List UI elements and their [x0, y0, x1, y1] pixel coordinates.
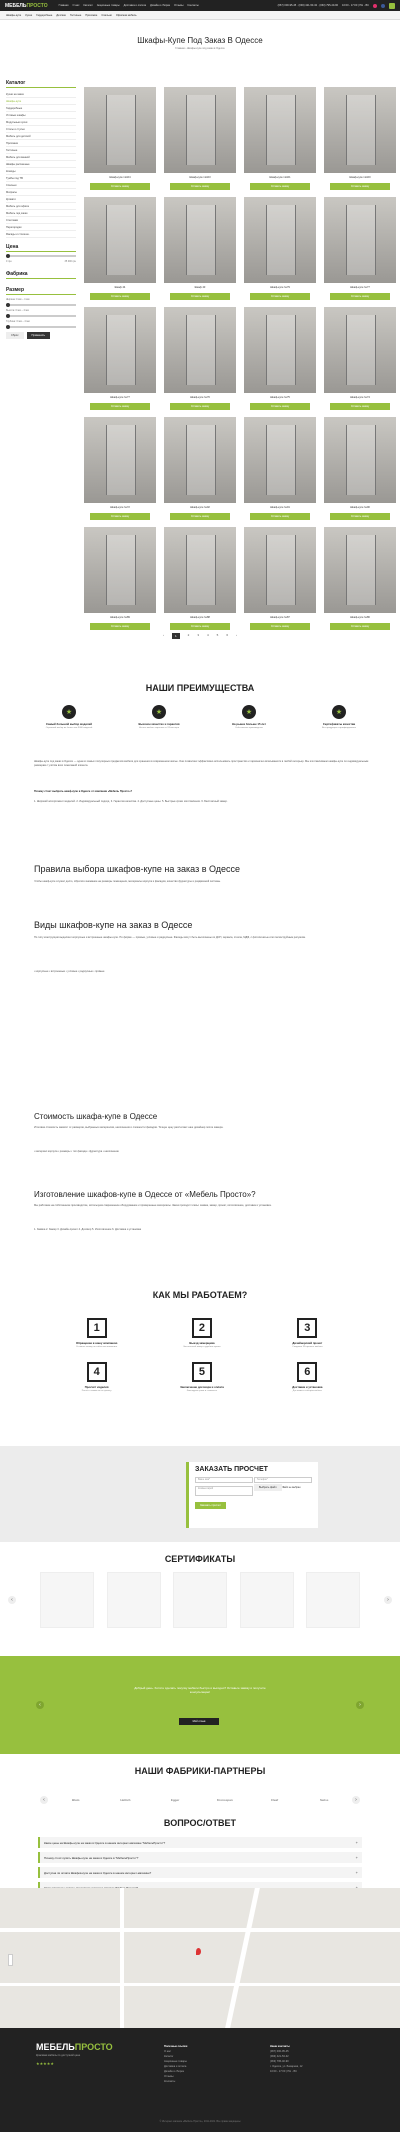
product-card[interactable] [164, 197, 236, 301]
advantage-icon: ★ [152, 705, 166, 719]
product-grid [84, 87, 394, 631]
page-link[interactable]: 2 [187, 633, 190, 637]
partners-title: НАШИ ФАБРИКИ-ПАРТНЕРЫ [134, 1766, 266, 1776]
footer-link[interactable]: Доставка и оплата [164, 2065, 187, 2068]
product-name[interactable]: Шкаф-купе №87 [270, 616, 290, 619]
step-desc: Фиксируем сроки и стоимость [186, 1390, 218, 1392]
step-desc: Доставим и соберём мебель [292, 1390, 322, 1392]
phone-field[interactable]: Телефон* [254, 1477, 312, 1483]
certificates-title: СЕРТИФИКАТЫ [164, 1554, 236, 1564]
order-form [186, 1462, 318, 1528]
cart-icon[interactable] [389, 3, 395, 9]
order-button[interactable]: Оставить заявку [90, 183, 150, 190]
sidebar-item[interactable]: Шкафы-купе [6, 98, 76, 105]
product-image[interactable] [84, 197, 156, 283]
sidebar-item[interactable]: Угловые шкафы [6, 112, 76, 119]
advantage-title: Сертификаты качества [322, 722, 356, 726]
sidebar-item[interactable]: Шкафы распашные [6, 161, 76, 168]
product-image[interactable] [164, 527, 236, 613]
footer-link[interactable]: Дизайн и сборка [164, 2070, 184, 2073]
reviews-banner [0, 1656, 400, 1754]
product-name[interactable]: Шкаф-купе №90 [350, 506, 370, 509]
order-button[interactable]: Оставить заявку [250, 513, 310, 520]
sidebar-item[interactable]: Комоды [6, 168, 76, 175]
review-next-icon[interactable]: › [356, 1701, 364, 1709]
advantages-title: НАШИ ПРЕИМУЩЕСТВА [145, 683, 255, 693]
product-image[interactable] [84, 527, 156, 613]
product-card[interactable] [324, 417, 396, 521]
partner-logo[interactable]: Cleaf [270, 1798, 279, 1802]
footer-logo[interactable]: МЕБЕЛЬПРОСТО [36, 2042, 113, 2052]
order-button[interactable]: Оставить заявку [330, 513, 390, 520]
sidebar-item[interactable]: Мебель для детской [6, 133, 76, 140]
product-image[interactable] [84, 307, 156, 393]
fabric-heading: Фабрика [6, 271, 76, 279]
product-name[interactable]: Шкаф-купе №77 [110, 396, 130, 399]
step-item [149, 1318, 254, 1348]
step-title: Выезд замерщика [189, 1341, 215, 1345]
order-button[interactable]: Оставить заявку [90, 293, 150, 300]
sidebar-item[interactable]: Матрасы [6, 189, 76, 196]
page-link[interactable]: ‹ [162, 633, 164, 637]
product-image[interactable] [324, 307, 396, 393]
breadcrumb[interactable]: Главная › Шкафы-купе под заказ в Одессе [175, 47, 225, 50]
price-from: 0 грн [6, 260, 12, 263]
sidebar-item[interactable]: Стеллажи [6, 217, 76, 224]
step-title: Доставка и установка [292, 1385, 323, 1389]
expand-icon[interactable]: + [355, 1840, 358, 1845]
sidebar-item[interactable]: Фасады и столешн. [6, 231, 76, 238]
step-item [149, 1362, 254, 1392]
faq-item[interactable] [38, 1867, 362, 1878]
step-desc: Расчёт стоимости по проекту [81, 1390, 112, 1392]
rating-stars-icon: ★★★★★ [36, 2061, 54, 2066]
sidebar-item[interactable]: Мебель для офиса [6, 203, 76, 210]
advantage-title: Высокое качество и гарантия [138, 722, 180, 726]
make-paragraph: Мы работаем на собственном производстве, используем современное оборудование и проверенные материалы. Заказ проходит этапы: заявка, замер, проект, изготовление, доставка и установка. [34, 1204, 272, 1207]
product-card[interactable] [244, 197, 316, 301]
name-field[interactable]: Ваше имя* [195, 1477, 253, 1483]
top-nav-item[interactable]: Каталог [83, 4, 93, 7]
product-image[interactable] [164, 307, 236, 393]
faq-question[interactable]: Доступна ли оплата Шкафов-купе на заказ в Одессе в нашем интернет-магазине? [44, 1870, 152, 1875]
page-link[interactable]: › [236, 633, 238, 637]
work-hours: 10:00 - 17:00 | ПН - ВС [342, 4, 369, 7]
product-name[interactable]: Шкаф-купе №76 [190, 396, 210, 399]
advantage-title: Самый большой выбор моделей [45, 722, 93, 726]
advantage-title: На рынке больше 15 лет [232, 722, 266, 726]
step-desc: Создание 3D-проекта мебели [292, 1346, 323, 1348]
page-link[interactable]: 6 [226, 633, 229, 637]
form-title: ЗАКАЗАТЬ ПРОСЧЕТ [195, 1466, 268, 1473]
types-list: • корпусные • встроенные • угловые • радиусные • прямые [34, 970, 105, 973]
footer-contact[interactable]: (093) 421-53-32 [270, 2055, 289, 2058]
order-button[interactable]: Оставить заявку [250, 183, 310, 190]
step-title: Обращение в нашу компанию [75, 1341, 118, 1345]
seo-paragraph: Шкафы-купе под заказ в Одессе — одна из самых популярных предметов мебели для хранения в современном жилье. Они позволяют эффективно использовать пространство и гармонично вписываются в любой интерьер. Мы изготавливаем шкафы-купе по индивидуальным размерам с учётом всех пожеланий клиента. [34, 760, 369, 767]
product-image[interactable] [244, 307, 316, 393]
top-nav-item[interactable]: Дизайн и сборка [150, 4, 170, 7]
faq-item[interactable] [38, 1852, 362, 1863]
top-nav-item[interactable]: Контакты [187, 4, 199, 7]
price-to: 35 000 грн [64, 260, 76, 263]
order-button[interactable]: Оставить заявку [330, 403, 390, 410]
product-name[interactable]: Шкаф-купе №77 [350, 286, 370, 289]
facebook-icon[interactable] [381, 4, 385, 8]
product-image[interactable] [324, 527, 396, 613]
order-button[interactable]: Оставить заявку [250, 403, 310, 410]
footer [0, 2028, 400, 2132]
product-name[interactable]: Шкаф-купе №104 [109, 176, 131, 179]
expand-icon[interactable]: + [355, 1855, 358, 1860]
step-desc: Оставьте заявку на сайте или позвоните [76, 1346, 118, 1348]
copyright: © Интернет-магазин «Мебель Просто», 2011-2021. Все права защищены [159, 2120, 241, 2123]
order-button[interactable]: Оставить заявку [90, 623, 150, 630]
product-card[interactable] [84, 197, 156, 301]
page-link[interactable]: 1 [172, 633, 180, 639]
size-slider[interactable] [6, 304, 76, 306]
product-name[interactable]: Шкаф-купе №79 [270, 286, 290, 289]
seo-list: 1. Широкий ассортимент моделей. 2. Индивидуальный подход. 3. Гарантия качества. 4. Доступные цены. 5. Быстрые сроки изготовления. 6. Бесплатный замер. [34, 800, 228, 803]
size-slider[interactable] [6, 315, 76, 317]
product-card[interactable] [324, 87, 396, 191]
footer-contact[interactable]: г. Одесса, ул. Базарная, 12 [270, 2065, 303, 2068]
step-title: Просчёт изделия [84, 1385, 109, 1389]
product-card[interactable] [84, 87, 156, 191]
step-title: Заключение договора и оплата [180, 1385, 224, 1389]
certs-next-icon[interactable]: › [384, 1596, 392, 1604]
product-card[interactable] [244, 307, 316, 411]
footer-contact[interactable]: (063) 795-40-90 [270, 2060, 289, 2063]
certificate-image[interactable] [40, 1572, 94, 1628]
top-nav [59, 4, 199, 7]
step-number: 2 [192, 1318, 212, 1338]
sidebar-item[interactable]: Прихожие [6, 140, 76, 147]
comment-field[interactable]: Комментарий [195, 1486, 253, 1496]
product-image[interactable] [164, 417, 236, 503]
file-button[interactable]: Выбрать файл [254, 1484, 282, 1491]
step-item [255, 1318, 360, 1348]
sidebar-item[interactable]: Кровати [6, 196, 76, 203]
main-nav-item[interactable]: Кухни [25, 13, 33, 17]
map-zoom-control[interactable] [8, 1954, 13, 1966]
sidebar-item[interactable]: Мебель для ванной [6, 154, 76, 161]
advantage-icon: ★ [242, 705, 256, 719]
step-number: 5 [192, 1362, 212, 1382]
review-prev-icon[interactable]: ‹ [36, 1701, 44, 1709]
file-status: Файл не выбран [282, 1486, 301, 1489]
advantage-item [34, 705, 104, 729]
product-image[interactable] [164, 87, 236, 173]
product-name[interactable]: Шкаф-купе №89 [110, 616, 130, 619]
step-number: 1 [87, 1318, 107, 1338]
product-name[interactable]: Шкаф 43 [194, 286, 206, 289]
top-nav-item[interactable]: Отзывы [173, 4, 184, 7]
sidebar-item[interactable]: Модульные кухни [6, 119, 76, 126]
main-nav [0, 11, 400, 20]
size-label: Высота: 0 мм – 4 мм [6, 309, 29, 312]
step-desc: Бесплатный замер в удобное время [183, 1346, 221, 1348]
top-nav-item[interactable]: Акционные товары [96, 4, 120, 7]
review-button[interactable]: Мой отзыв [179, 1718, 219, 1725]
certificate-image[interactable] [240, 1572, 294, 1628]
faq-question[interactable]: Какие цены на Шкафы-купе на заказ в Одессе в нашем интернет-магазине "МебельПросто"? [44, 1840, 166, 1845]
product-name[interactable]: Шкаф-купе №75 [270, 396, 290, 399]
certificate-image[interactable] [306, 1572, 360, 1628]
main-nav-item[interactable]: Шкафы-купе [6, 13, 22, 17]
product-image[interactable] [324, 87, 396, 173]
price-list: • материал корпуса • размеры • тип фасада • фурнитура • наполнение [34, 1150, 119, 1153]
advantage-desc: Вся продукция сертифицирована [322, 727, 356, 729]
product-card[interactable] [324, 197, 396, 301]
steps-title: КАК МЫ РАБОТАЕМ? [152, 1290, 248, 1300]
sidebar-item[interactable]: Кухни на заказ [6, 91, 76, 98]
advantage-item [214, 705, 284, 729]
footer-link[interactable]: Акционные товары [164, 2060, 187, 2063]
order-button[interactable]: Оставить заявку [170, 403, 230, 410]
catalog-heading: Каталог [6, 80, 76, 88]
order-button[interactable]: Оставить заявку [250, 293, 310, 300]
certificates-carousel [40, 1572, 360, 1628]
apply-button[interactable]: Применить [27, 332, 50, 339]
faq-question[interactable]: Почему стоит купить Шкафы-купе на заказ в Одессе в "МебельПросто"? [44, 1855, 139, 1860]
step-number: 3 [297, 1318, 317, 1338]
product-name[interactable]: Шкаф-купе №100 [349, 176, 371, 179]
order-button[interactable]: Оставить заявку [170, 623, 230, 630]
phones[interactable]: (067) 000-95-45 · (093) 421-53-32 · (063) 795-40-90 [277, 4, 339, 7]
advantage-item [124, 705, 194, 729]
faq-title: ВОПРОС/ОТВЕТ [163, 1818, 237, 1828]
price-slider[interactable] [6, 255, 76, 257]
order-button[interactable]: Оставить заявку [170, 293, 230, 300]
partner-logo[interactable]: Hettich [120, 1798, 131, 1802]
product-card[interactable] [164, 527, 236, 631]
certs-prev-icon[interactable]: ‹ [8, 1596, 16, 1604]
product-image[interactable] [84, 417, 156, 503]
order-button[interactable]: Оставить заявку [90, 513, 150, 520]
product-card[interactable] [324, 307, 396, 411]
order-button[interactable]: Оставить заявку [330, 183, 390, 190]
main-nav-item[interactable]: Гардеробные [36, 13, 53, 17]
main-nav-item[interactable]: Гостиные [69, 13, 82, 17]
footer-links [164, 2044, 187, 2084]
submit-button[interactable]: Заказать просчет [195, 1502, 226, 1509]
partners-next-icon[interactable]: › [352, 1796, 360, 1804]
footer-link[interactable]: Контакты [164, 2080, 176, 2083]
product-image[interactable] [244, 87, 316, 173]
page-link[interactable]: 4 [207, 633, 209, 637]
advantage-desc: На всю мебель гарантия от 24 месяцев [138, 727, 180, 729]
step-item [44, 1318, 149, 1348]
order-form-section [0, 1446, 400, 1542]
product-image[interactable] [324, 197, 396, 283]
page-link[interactable]: 3 [197, 633, 199, 637]
advantage-icon: ★ [62, 705, 76, 719]
faq-item[interactable] [38, 1837, 362, 1848]
sidebar-item[interactable]: Спальни [6, 182, 76, 189]
order-button[interactable]: Оставить заявку [170, 183, 230, 190]
price-heading: Цена [6, 244, 76, 252]
choice-paragraph: Чтобы шкаф-купе служил долго, обратите внимание на размеры помещения, материалы корпуса и фасадов, качество фурнитуры и раздвижной системы. [34, 880, 221, 883]
price-paragraph: Итоговая стоимость зависит от размеров, выбранных материалов, наполнения и сложности фасадов. Точную цену рассчитает наш дизайнер после замера. [34, 1126, 224, 1129]
partners-carousel [40, 1787, 360, 1813]
expand-icon[interactable]: + [355, 1870, 358, 1875]
footer-link[interactable]: О нас [164, 2050, 171, 2053]
footer-contacts-heading: Наши контакты [270, 2045, 290, 2048]
sidebar-item[interactable]: Мебель под заказ [6, 210, 76, 217]
product-card[interactable] [164, 87, 236, 191]
page-link[interactable]: 5 [216, 633, 219, 637]
heading-types: Виды шкафов-купе на заказ в Одессе [34, 920, 193, 930]
product-name[interactable]: Шкаф-купе №74 [350, 396, 370, 399]
product-card[interactable] [84, 307, 156, 411]
size-label: Ширина: 0 мм – 4 мм [6, 298, 30, 301]
product-name[interactable]: Шкаф-купе №103 [189, 176, 211, 179]
file-row [254, 1484, 301, 1491]
product-name[interactable]: Шкаф-купе №91 [270, 506, 290, 509]
order-button[interactable]: Оставить заявку [170, 513, 230, 520]
map-pin-icon [196, 1948, 201, 1955]
size-label: Глубина: 0 мм – 4 мм [6, 320, 30, 323]
product-card[interactable] [244, 87, 316, 191]
advantage-item [304, 705, 374, 729]
location-map[interactable] [0, 1888, 400, 2028]
partners-prev-icon[interactable]: ‹ [40, 1796, 48, 1804]
certificate-image[interactable] [107, 1572, 161, 1628]
page-title: Шкафы-Купе Под Заказ В Одессе [137, 36, 263, 45]
main-nav-item[interactable]: Детские [56, 13, 66, 17]
step-title: Дизайнерский проект [292, 1341, 323, 1345]
reset-button[interactable]: Сброс [6, 332, 24, 339]
top-nav-item[interactable]: Доставка и оплата [123, 4, 147, 7]
footer-tagline: Красивая мебель по доступной цене [36, 2054, 81, 2057]
order-button[interactable]: Оставить заявку [90, 403, 150, 410]
product-card[interactable] [164, 417, 236, 521]
product-image[interactable] [244, 197, 316, 283]
footer-contact[interactable]: 10:00 - 17:00 | ПН - ВС [270, 2070, 297, 2073]
product-card[interactable] [84, 417, 156, 521]
heading-choice: Правила выбора шкафов-купе на заказ в Одессе [34, 864, 241, 874]
review-text: Добрый день. Хотите сделать покупку мебели быстро и выгодно? Оставьте заявку и получите консультацию! [134, 1686, 266, 1694]
footer-links-heading: Полезные ссылки [164, 2045, 188, 2048]
product-card[interactable] [84, 527, 156, 631]
advantages-list [34, 705, 374, 729]
step-number: 6 [297, 1362, 317, 1382]
advantage-icon: ★ [332, 705, 346, 719]
product-image[interactable] [324, 417, 396, 503]
size-heading: Размер [6, 287, 76, 295]
certificate-image[interactable] [173, 1572, 227, 1628]
product-card[interactable] [164, 307, 236, 411]
site-logo[interactable]: МЕБЕЛЬПРОСТО [5, 2, 48, 9]
partner-logo[interactable]: Blum [71, 1798, 80, 1802]
product-image[interactable] [84, 87, 156, 173]
top-nav-item[interactable]: О нас [72, 4, 80, 7]
order-button[interactable]: Оставить заявку [250, 623, 310, 630]
product-name[interactable]: Шкаф 44 [114, 286, 126, 289]
sidebar-item[interactable]: Гостиные [6, 147, 76, 154]
product-card[interactable] [324, 527, 396, 631]
order-button[interactable]: Оставить заявку [330, 623, 390, 630]
sidebar-item[interactable]: Тумбы под ТВ [6, 175, 76, 182]
product-image[interactable] [244, 417, 316, 503]
product-name[interactable]: Шкаф-купе №101 [269, 176, 291, 179]
product-image[interactable] [164, 197, 236, 283]
advantage-desc: Огромный выбор из более чем 3000 моделей [45, 727, 93, 729]
steps-list [44, 1318, 360, 1392]
step-number: 4 [87, 1362, 107, 1382]
heading-make: Изготовление шкафов-купе в Одессе от «Мебель Просто»? [34, 1190, 256, 1199]
sidebar-item[interactable]: Столы и стулья [6, 126, 76, 133]
seo-question: Почему стоит выбрать шкаф-купе в Одессе от компании «Мебель Просто»? [34, 790, 133, 793]
instagram-icon[interactable] [373, 4, 377, 8]
product-name[interactable]: Шкаф-купе №92 [190, 506, 210, 509]
footer-contacts [270, 2044, 302, 2074]
advantage-desc: Собственное производство [235, 727, 263, 729]
footer-contact[interactable]: (067) 000-95-45 [270, 2050, 289, 2053]
footer-link[interactable]: Отзывы [164, 2075, 174, 2078]
top-nav-item[interactable]: Главная [58, 4, 69, 7]
partner-logo[interactable]: Kronospan [216, 1798, 233, 1802]
step-item [44, 1362, 149, 1392]
product-name[interactable]: Шкаф-купе №86 [350, 616, 370, 619]
order-button[interactable]: Оставить заявку [330, 293, 390, 300]
heading-price: Стоимость шкафа-купе в Одессе [34, 1112, 158, 1121]
product-name[interactable]: Шкаф-купе №88 [190, 616, 210, 619]
size-slider[interactable] [6, 326, 76, 328]
product-card[interactable] [244, 527, 316, 631]
pagination [0, 633, 400, 639]
top-contacts [278, 3, 395, 9]
product-card[interactable] [244, 417, 316, 521]
sidebar-item[interactable]: Гардеробные [6, 105, 76, 112]
main-nav-item[interactable]: Офисная мебель [115, 13, 137, 17]
filter-sidebar [6, 80, 76, 339]
footer-link[interactable]: Каталог [164, 2055, 174, 2058]
top-bar [0, 0, 400, 11]
main-nav-item[interactable]: Спальни [101, 13, 112, 17]
partner-logo[interactable]: Swiss [319, 1798, 329, 1802]
step-item [255, 1362, 360, 1392]
types-paragraph: По типу конструкции выделяют корпусные и встроенные шкафы-купе. По форме — прямые, угловые и радиусные. Фасады могут быть выполнены из ДСП, зеркала, стекла, МДФ, с фотопечатью или пескоструйным рисунком. [34, 936, 306, 939]
product-image[interactable] [244, 527, 316, 613]
main-nav-item[interactable]: Прихожие [85, 13, 98, 17]
sidebar-item[interactable]: Перегородки [6, 224, 76, 231]
make-list: 1. Заявка 2. Замер 3. Дизайн-проект 4. Договор 5. Изготовление 6. Доставка и установка [34, 1228, 142, 1231]
partner-logo[interactable]: Egger [170, 1798, 180, 1802]
product-name[interactable]: Шкаф-купе №72 [110, 506, 130, 509]
